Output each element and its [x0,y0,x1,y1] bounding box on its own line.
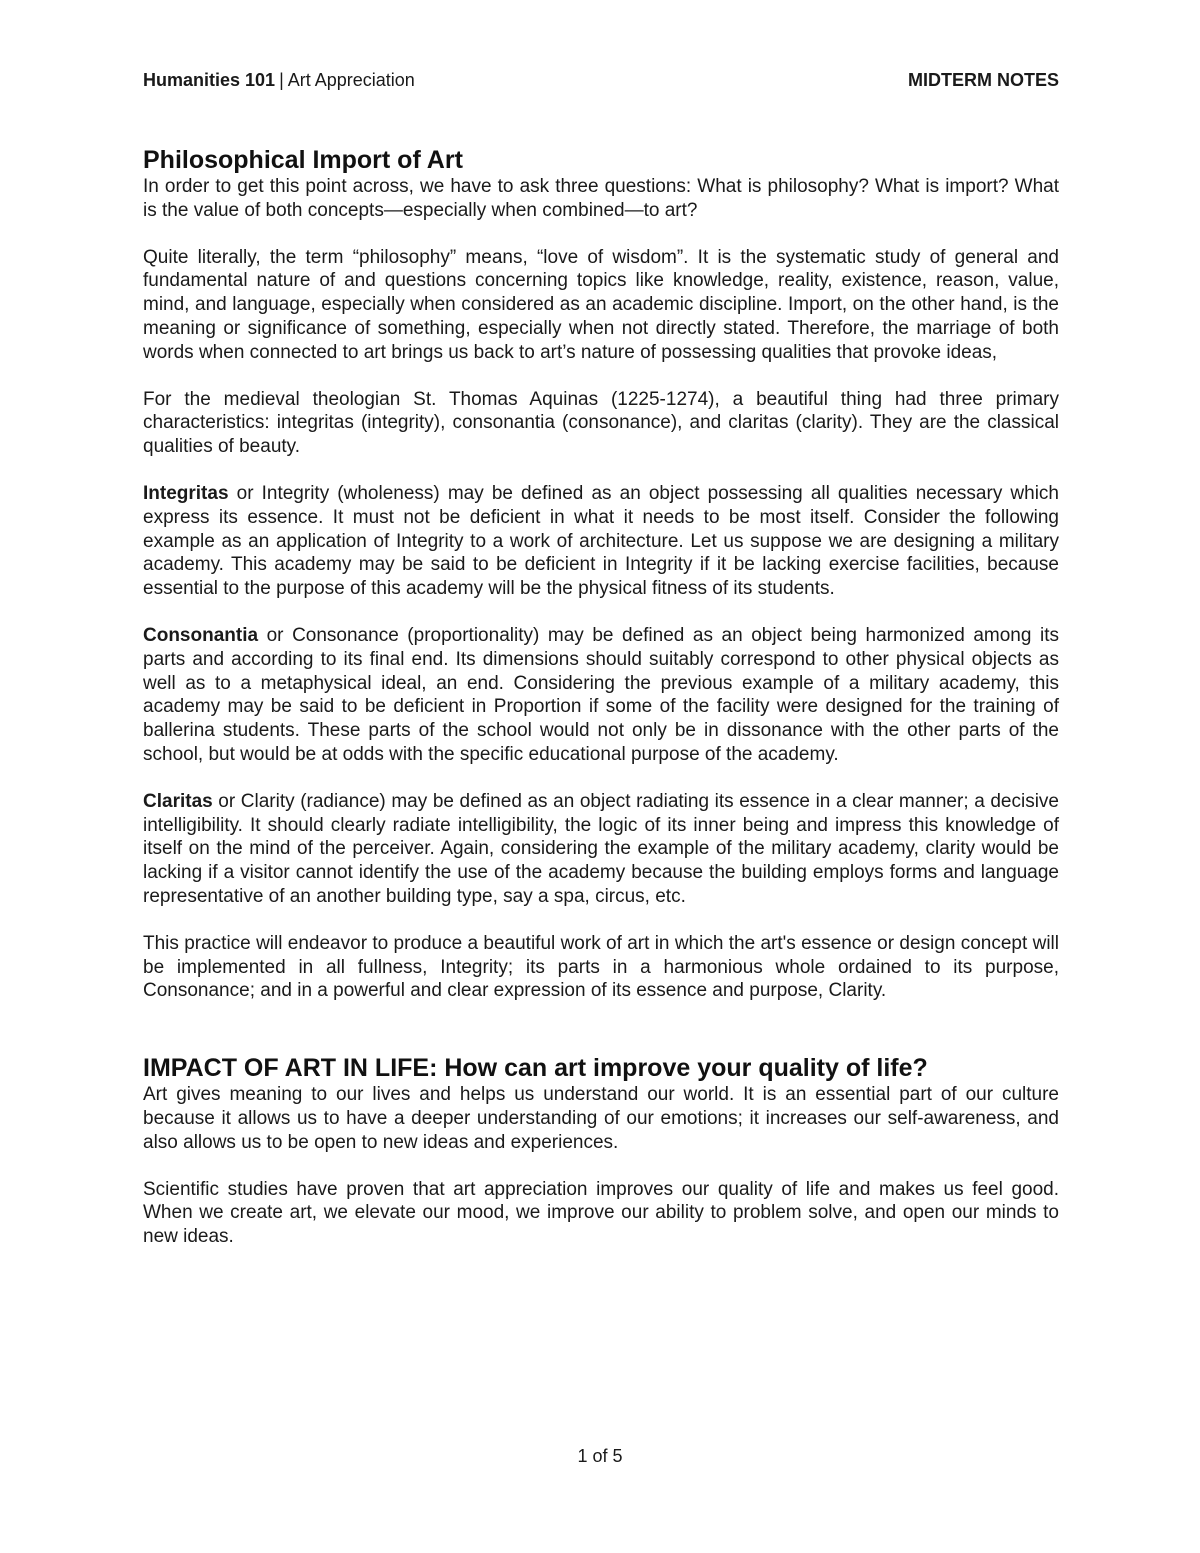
consonantia-text: or Consonance (proportionality) may be defined as an object being harmonized among its parts and according to its final end. Its dimensions should suitably correspond to other physical objects as well as to a metaphysical ideal, an end. Considering the previous example of a military academy, this academy may be said to be deficient in Proportion if some of the facility were designed for the training of ballerina students. These parts of the school would not only be in dissonance with the other parts of the school, but would be at odds with the specific educational purpose of the academy. [143,624,1059,765]
page-number: 1 of 5 [577,1446,623,1466]
paragraph-aquinas: For the medieval theologian St. Thomas Aquinas (1225-1274), a beautiful thing had three primary characteristics: integritas (integrity), consonantia (consonance), and claritas (clarity). They are the classical qualities of beauty. [143,388,1059,458]
paragraph-intro: In order to get this point across, we have to ask three questions: What is philosophy? What is import? What is the value of both concepts—especially when combined—to art? [143,176,1059,221]
header-left [143,70,415,91]
paragraph-philosophy-definition: Quite literally, the term “philosophy” means, “love of wisdom”. It is the systematic study of general and fundamental nature of and questions concerning topics like knowledge, reality, existence, reason, value, mind, and language, especially when considered as an academic discipline. Import, on the other hand, is the meaning or significance of something, especially when not directly stated. Therefore, the marriage of both words when connected to art brings us back to art’s nature of possessing qualities that provoke ideas, [143,246,1059,363]
term-consonantia: Consonantia [143,624,259,646]
integritas-text: or Integrity (wholeness) may be defined as an object possessing all qualities necessary which express its essence. It must not be deficient in what it needs to be most itself. Consider the following example as an application of Integrity to a work of architecture. Let us suppose we are designing a military academy. This academy may be said to be deficient in Integrity if it be lacking exercise facilities, because essential to the purpose of this academy will be the physical fitness of its students. [143,482,1059,600]
paragraph-practice-summary: This practice will endeavor to produce a beautiful work of art in which the art's essence or design concept will be implemented in all fullness, Integrity; its parts in a harmonious whole ordained to its purpose, Consonance; and in a powerful and clear expression of its essence and purpose, Clarity. [143,932,1059,1002]
section-title-philosophical-import: Philosophical Import of Art [143,146,463,174]
subject-name: Art Appreciation [287,70,415,90]
term-integritas: Integritas [143,482,229,504]
paragraph-claritas [143,790,1059,909]
page-content [143,145,1059,1272]
paragraph-scientific-studies: Scientific studies have proven that art appreciation improves our quality of life and makes us feel good. When we create art, we elevate our mood, we improve our ability to problem solve, and open our minds to new ideas. [143,1178,1059,1248]
paragraph-consonantia [143,624,1059,767]
header-separator: | [279,70,284,90]
header-label: MIDTERM NOTES [908,70,1059,90]
section-title-impact-of-art: IMPACT OF ART IN LIFE: How can art improve your quality of life? [143,1054,928,1083]
page-header [143,70,1059,91]
paragraph-art-meaning: Art gives meaning to our lives and helps us understand our world. It is an essential part of our culture because it allows us to have a deeper understanding of our emotions; it increases our self-awareness, and also allows us to be open to new ideas and experiences. [143,1084,1059,1153]
claritas-text: or Clarity (radiance) may be defined as an object radiating its essence in a clear manner; a decisive intelligibility. It should clearly radiate intelligibility, the logic of its inner being and impress this knowledge of itself on the mind of the perceiver. Again, considering the example of the military academy, clarity would be lacking if a visitor cannot identify the use of the academy because the building employs forms and language representative of an another building type, say a spa, circus, etc. [143,790,1059,907]
course-name: Humanities 101 [143,70,276,90]
paragraph-integritas [143,482,1059,601]
term-claritas: Claritas [143,790,213,812]
